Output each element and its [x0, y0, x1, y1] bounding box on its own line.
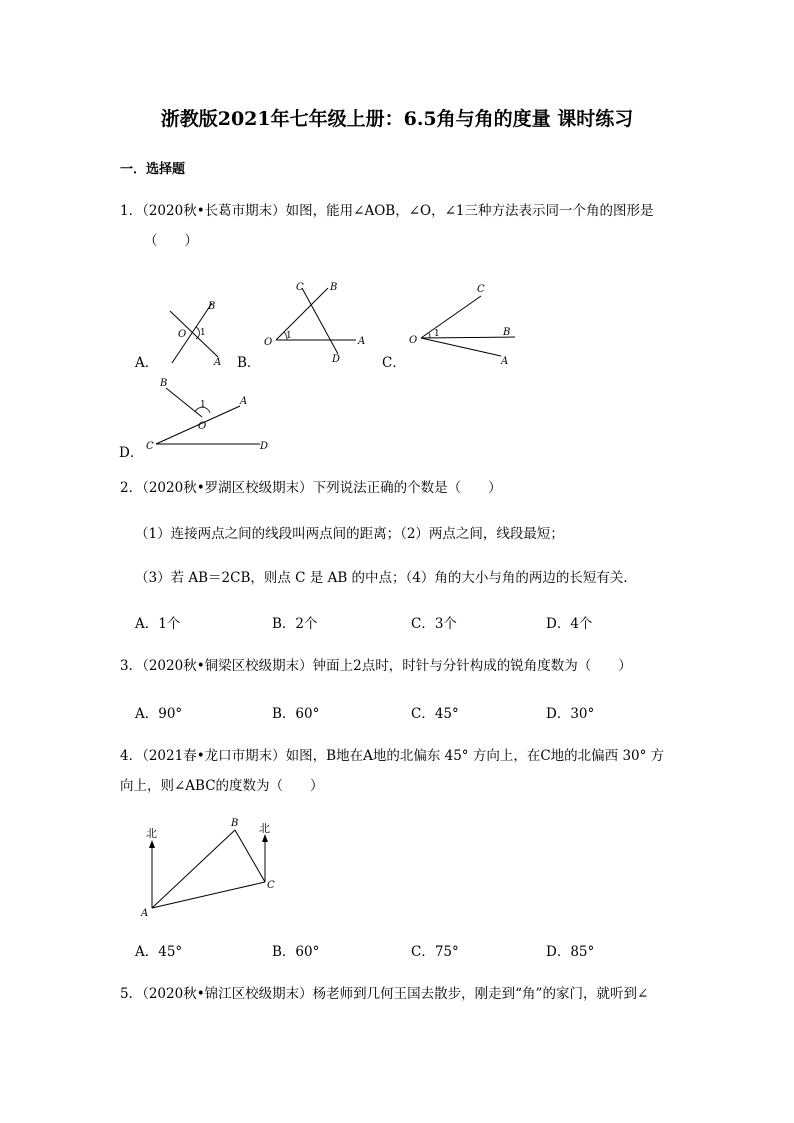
- fig-b-line-cd: [302, 288, 338, 354]
- q3-option-c: C．45°: [411, 706, 459, 722]
- fig-a-label-b: B: [208, 301, 216, 312]
- fig-c-label-o: O: [409, 335, 418, 346]
- question-3-stem: 3．（2020秋•铜梁区校级期末）钟面上2点时，时针与分针构成的锐角度数为（ ）: [120, 658, 632, 674]
- q4-option-d: D．85°: [546, 944, 595, 960]
- question-5-line-1: 5．（2020秋•锦江区校级期末）杨老师到几何王国去散步，刚走到“角”的家门，就听到∠: [120, 986, 649, 1002]
- fig-4-arrowhead-c: [262, 834, 268, 842]
- question-2-statements-2: （3）若 AB＝2CB，则点 C 是 AB 的中点；（4）角的大小与角的两边的长短有关．: [135, 570, 637, 586]
- fig-b-label-b: B: [330, 282, 338, 293]
- fig-a-angle-arc: [196, 327, 199, 339]
- fig-d-label-b: B: [160, 378, 168, 389]
- fig-4-label-a: A: [141, 908, 149, 919]
- question-2-stem: 2．（2020秋•罗湖区校级期末）下列说法正确的个数是（ ）: [120, 480, 502, 496]
- fig-b-label-o: O: [264, 337, 273, 348]
- q4-option-b: B．60°: [272, 944, 320, 960]
- fig-a-label-1: 1: [200, 328, 206, 338]
- fig-4-segment-ac: [152, 882, 265, 908]
- fig-c-angle-arc: [429, 333, 430, 338]
- q2-option-c: C．3个: [411, 616, 457, 632]
- page-title: 浙教版2021年七年级上册：6.5角与角的度量 课时练习: [160, 108, 634, 130]
- fig-4-arrowhead-a: [149, 840, 155, 848]
- q1-option-d-label: D．: [119, 445, 144, 461]
- q3-option-b: B．60°: [272, 706, 320, 722]
- question-1-line-2: （ ）: [144, 233, 198, 249]
- question-1-line-1: 1．（2020秋•长葛市期末）如图，能用∠AOB，∠O，∠1三种方法表示同一个角的图形是: [120, 203, 654, 219]
- q1-option-b-label: B．: [237, 355, 261, 371]
- q1-figure-d: [140, 372, 280, 454]
- fig-d-line-bo: [166, 388, 202, 417]
- q1-figure-a: [160, 295, 230, 370]
- fig-c-line-oa: [421, 338, 501, 356]
- fig-c-label-a: A: [501, 356, 509, 367]
- fig-b-label-d: D: [332, 354, 341, 365]
- question-2-statements-1: （1）连接两点之间的线段叫两点间的距离；（2）两点之间，线段最短；: [135, 526, 564, 542]
- fig-c-label-c: C: [477, 284, 485, 295]
- question-4-line-2: 向上，则∠ABC的度数为（ ）: [120, 778, 324, 794]
- fig-4-north-label-a: 北: [146, 827, 157, 840]
- fig-d-label-d: D: [260, 441, 269, 452]
- q1-figure-c: [405, 280, 525, 370]
- q2-option-a: A．1个: [135, 616, 181, 632]
- q2-option-b: B．2个: [272, 616, 318, 632]
- fig-b-label-1: 1: [286, 331, 292, 341]
- fig-d-label-o: O: [198, 421, 207, 432]
- q2-option-d: D．4个: [546, 616, 593, 632]
- fig-c-label-1: 1: [434, 329, 440, 339]
- fig-a-label-o: O: [178, 329, 187, 340]
- fig-b-label-c: C: [296, 282, 304, 293]
- fig-4-segment-ab: [152, 830, 235, 908]
- fig-d-label-c: C: [146, 441, 154, 452]
- fig-b-label-a: A: [358, 336, 366, 347]
- fig-c-line-oc: [421, 296, 481, 338]
- q1-option-a-label: A．: [135, 355, 159, 371]
- q3-option-d: D．30°: [546, 706, 595, 722]
- fig-a-label-a: A: [214, 357, 222, 368]
- fig-4-label-b: B: [231, 818, 239, 829]
- question-4-line-1: 4．（2021春•龙口市期末）如图，B地在A地的北偏东 45° 方向上，在C地的北偏西 30° 方: [120, 748, 665, 764]
- fig-d-label-1: 1: [200, 400, 206, 410]
- q4-option-a: A．45°: [135, 944, 183, 960]
- q1-option-c-label: C．: [382, 355, 406, 371]
- q3-option-a: A．90°: [135, 706, 183, 722]
- fig-4-label-c: C: [267, 880, 275, 891]
- q4-figure-compass: [135, 812, 285, 920]
- section-heading: 一．选择题: [120, 162, 186, 177]
- q4-option-c: C．75°: [411, 944, 459, 960]
- fig-c-label-b: B: [503, 327, 511, 338]
- fig-4-segment-bc: [235, 830, 265, 882]
- fig-d-label-a: A: [240, 396, 248, 407]
- fig-4-north-label-c: 北: [259, 822, 270, 835]
- q1-figure-b: [260, 278, 375, 370]
